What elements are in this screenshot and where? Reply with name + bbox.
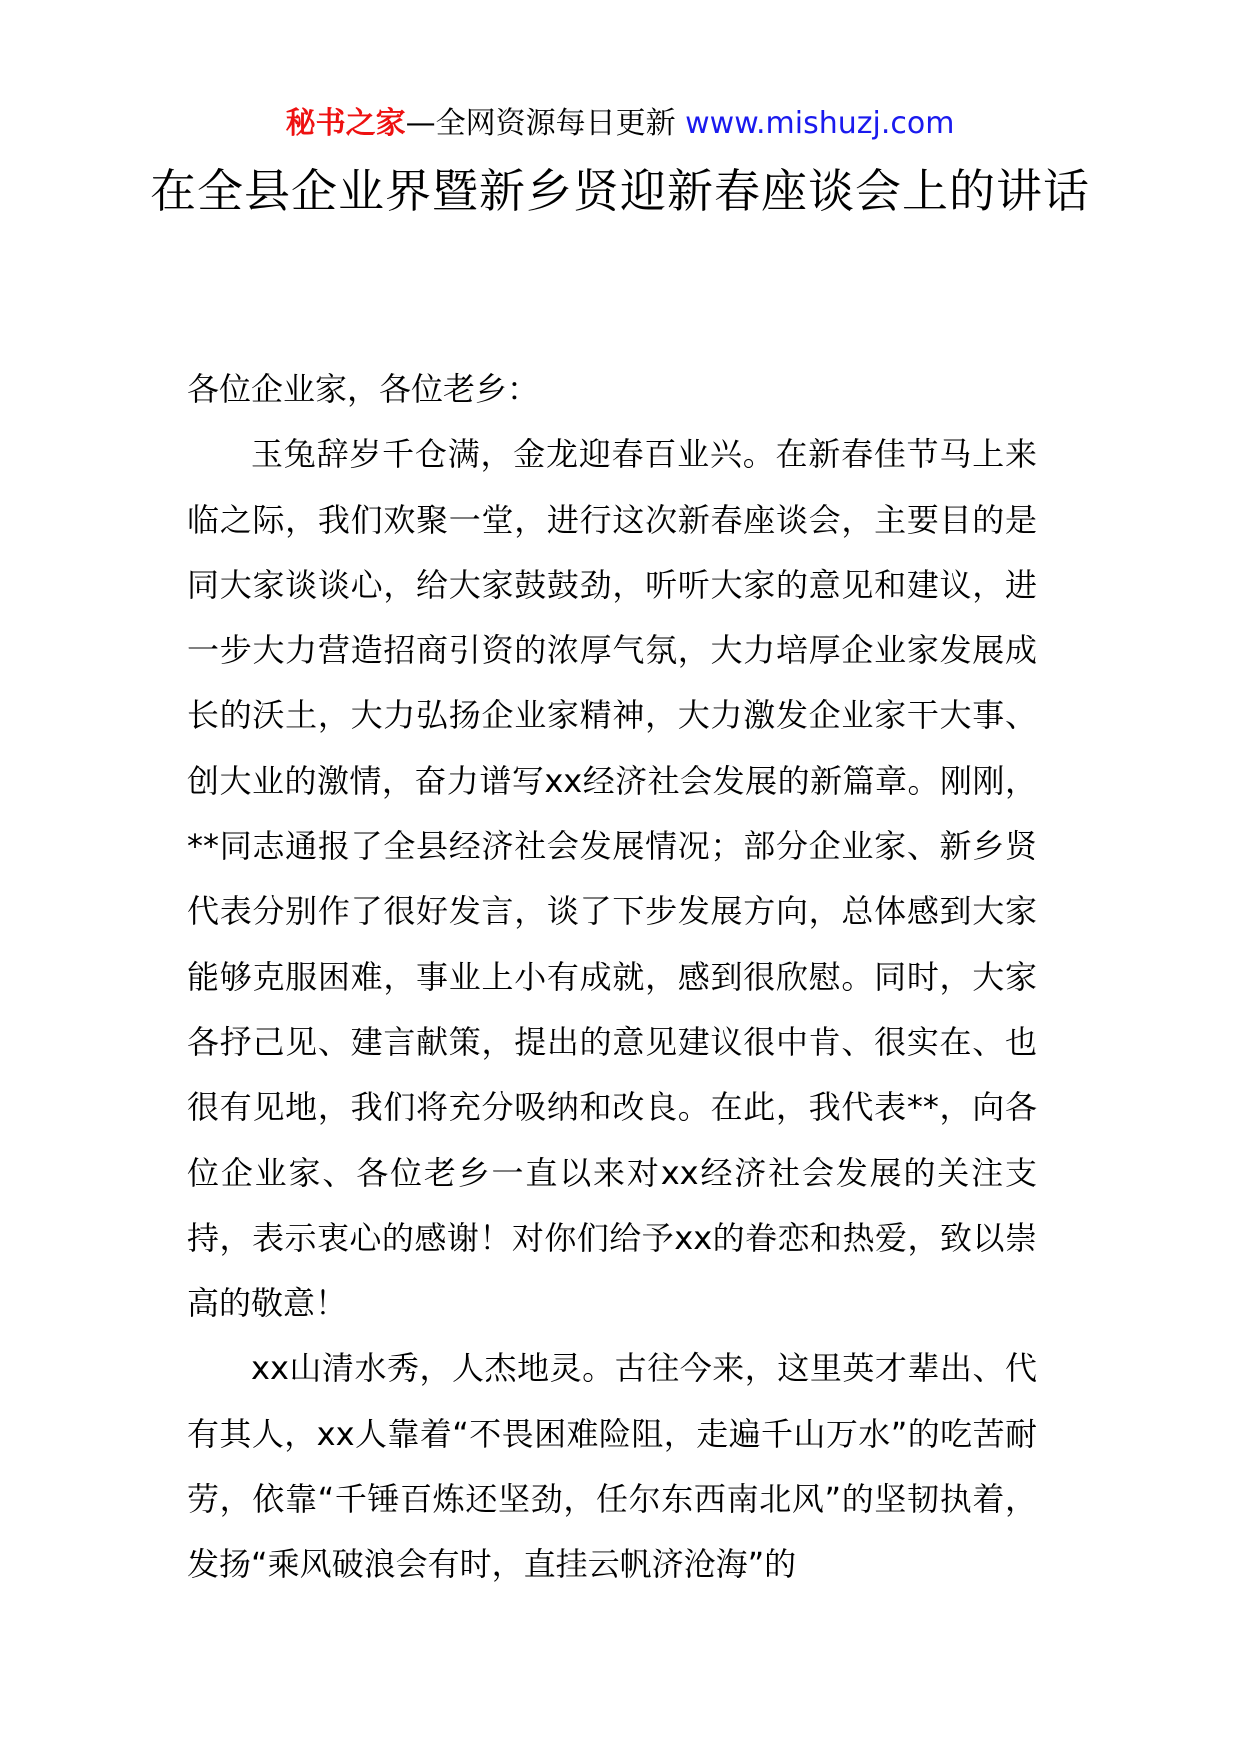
body-paragraph: xx山清水秀，人杰地灵。古往今来，这里英才辈出、代有其人，xx人靠着“不畏困难险阻，走遍千山万水”的吃苦耐劳，依靠“千锤百炼还坚劲，任尔东西南北风”的坚韧执着，发扬“乘风破浪会有时，直挂云帆济沧海”的: [187, 1349, 1037, 1584]
site-url-link[interactable]: www.mishuzj.com: [685, 106, 955, 141]
salutation: 各位企业家，各位老乡：: [187, 370, 540, 408]
document-body: [187, 357, 1037, 1598]
site-header: [0, 104, 1240, 144]
body-paragraph: 玉兔辞岁千仓满，金龙迎春百业兴。在新春佳节马上来临之际，我们欢聚一堂，进行这次新春座谈会，主要目的是同大家谈谈心，给大家鼓鼓劲，听听大家的意见和建议，进一步大力营造招商引资的浓厚气氛，大力培厚企业家发展成长的沃土，大力弘扬企业家精神，大力激发企业家干大事、创大业的激情，奋力谱写xx经济社会发展的新篇章。刚刚，**同志通报了全县经济社会发展情况；部分企业家、新乡贤代表分别作了很好发言，谈了下步发展方向，总体感到大家能够克服困难，事业上小有成就，感到很欣慰。同时，大家各抒己见、建言献策，提出的意见建议很中肯、很实在、也很有见地，我们将充分吸纳和改良。在此，我代表**，向各位企业家、各位老乡一直以来对xx经济社会发展的关注支持，表示衷心的感谢！对你们给予xx的眷恋和热爱，致以崇高的敬意！: [187, 435, 1037, 1323]
document-title: 在全县企业界暨新乡贤迎新春座谈会上的讲话: [150, 164, 1090, 218]
site-brand: 秘书之家: [285, 106, 406, 141]
site-slogan: —全网资源每日更新: [405, 106, 676, 141]
